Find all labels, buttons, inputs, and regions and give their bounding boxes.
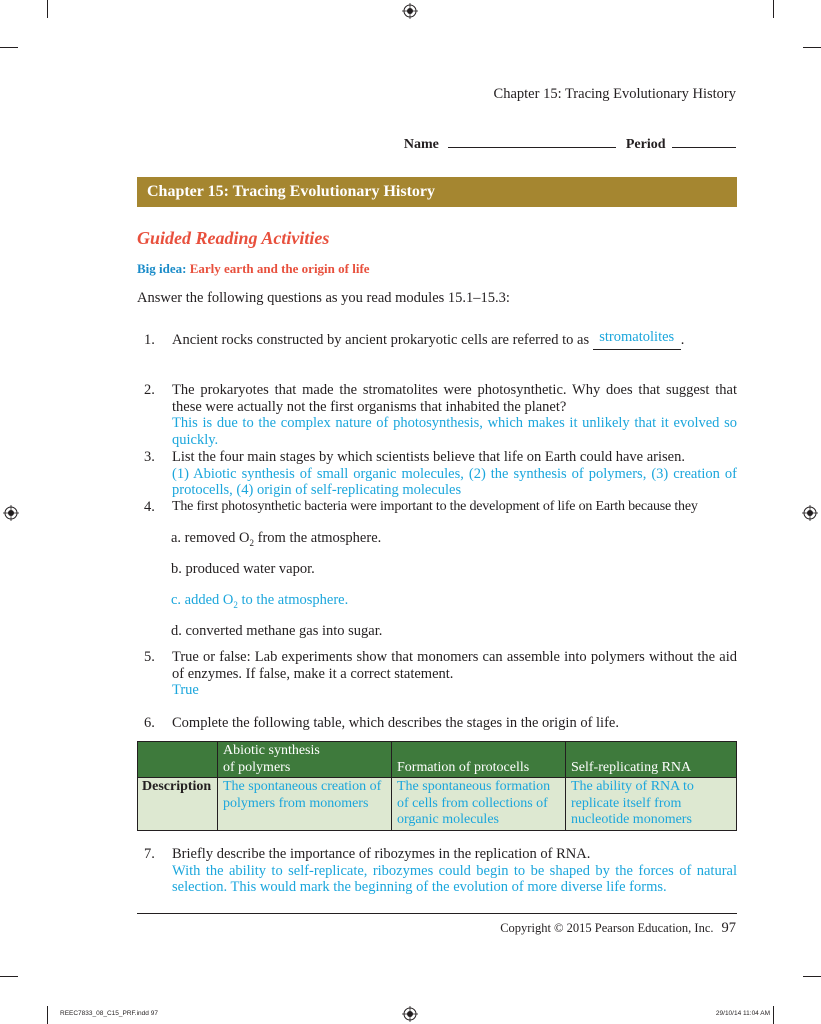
question-text: True or false: Lab experiments show that monomers can assemble into polymers without the aid of enzymes. If false, make it a correct statement.	[172, 649, 737, 682]
question-number: 7.	[144, 846, 155, 862]
answer-text: With the ability to self-replicate, ribozymes could begin to be shaped by the forces of natural selection. This would mark the beginning of the evolution of more diverse life forms.	[172, 862, 737, 895]
crop-mark	[0, 976, 18, 977]
question-text: Complete the following table, which describes the stages in the origin of life.	[172, 715, 619, 731]
table-cell: The spontaneous formation of cells from collections of organic molecules	[392, 778, 566, 831]
section-title: Guided Reading Activities	[137, 228, 330, 248]
big-idea-text: Early earth and the origin of life	[189, 261, 370, 276]
question-text: Briefly describe the importance of ribozymes in the replication of RNA.	[172, 846, 591, 862]
origin-of-life-table	[137, 741, 737, 831]
question-number: 5.	[144, 649, 155, 665]
crop-mark	[773, 0, 774, 18]
option-b: b. produced water vapor.	[171, 561, 315, 577]
question-text: List the four main stages by which scientists believe that life on Earth could have arisen.	[172, 449, 685, 465]
question-2	[137, 382, 737, 448]
answer-text: (1) Abiotic synthesis of small organic molecules, (2) the synthesis of polymers, (3) creation of protocells, (4) origin of self-replicating molecules	[172, 465, 737, 498]
table-row-label: Description	[138, 778, 218, 831]
crop-mark	[0, 47, 18, 48]
chapter-title: Chapter 15: Tracing Evolutionary History	[147, 183, 435, 200]
name-blank	[448, 135, 616, 148]
question-5	[137, 649, 737, 699]
footer-rule	[137, 913, 737, 914]
chapter-title-bar	[137, 177, 737, 207]
question-1	[137, 329, 737, 350]
question-number: 2.	[144, 382, 155, 398]
question-number: 3.	[144, 449, 155, 465]
registration-mark-icon	[802, 505, 818, 521]
period-blank	[672, 135, 736, 148]
table-cell: The ability of RNA to replicate itself from nucleotide monomers	[566, 778, 737, 831]
question-7	[137, 846, 737, 896]
question-3	[137, 449, 737, 499]
slug-left: REEC7833_08_C15_PRF.indd 97	[60, 1010, 158, 1017]
registration-mark-icon	[402, 1006, 418, 1022]
question-text: Ancient rocks constructed by ancient prokaryotic cells are referred to as	[172, 332, 590, 348]
question-end: .	[680, 332, 685, 348]
answer-blank	[593, 329, 681, 350]
footer	[500, 920, 736, 937]
answer-text: stromatolites	[599, 329, 675, 345]
registration-mark-icon	[3, 505, 19, 521]
page-number: 97	[721, 920, 736, 936]
crop-mark	[773, 1006, 774, 1024]
crop-mark	[803, 47, 821, 48]
crop-mark	[47, 1006, 48, 1024]
table-header-cell: Formation of protocells	[392, 742, 566, 778]
option-a: a. removed $O_2$ from the atmosphere.	[171, 530, 382, 548]
table-header-empty	[138, 742, 218, 778]
answer-text: This is due to the complex nature of photosynthesis, which makes it unlikely that it evolved so quickly.	[172, 415, 737, 448]
name-period-line	[404, 135, 736, 153]
table-header-cell: Abiotic synthesis of polymers	[218, 742, 392, 778]
option-c-correct: c. added $O_2$ to the atmosphere.	[171, 592, 349, 610]
instructions: Answer the following questions as you read modules 15.1–15.3:	[137, 290, 510, 306]
registration-mark-icon	[402, 3, 418, 19]
big-idea	[137, 261, 370, 277]
option-d: d. converted methane gas into sugar.	[171, 623, 383, 639]
question-4	[137, 499, 737, 516]
question-number: 6.	[144, 715, 155, 731]
question-number: 4.	[144, 499, 155, 515]
slug-right: 29/10/14 11:04 AM	[715, 1010, 770, 1017]
crop-mark	[803, 976, 821, 977]
table-header-cell: Self-replicating RNA	[566, 742, 737, 778]
period-label: Period	[625, 137, 666, 152]
crop-mark	[47, 0, 48, 18]
question-text: The prokaryotes that made the stromatolites were photosynthetic. Why does that suggest that these were actually not the first organisms that inhabited the planet?	[172, 382, 737, 415]
copyright: Copyright © 2015 Pearson Education, Inc.	[500, 921, 714, 935]
question-number: 1.	[144, 332, 155, 348]
big-idea-label: Big idea:	[137, 261, 187, 276]
answer-text: True	[172, 682, 199, 698]
running-header: Chapter 15: Tracing Evolutionary History	[493, 86, 736, 102]
question-6	[137, 715, 737, 732]
question-text: The first photosynthetic bacteria were important to the development of life on Earth because they	[172, 499, 698, 514]
table-cell: The spontaneous creation of polymers from monomers	[218, 778, 392, 831]
name-label: Name	[403, 137, 439, 152]
